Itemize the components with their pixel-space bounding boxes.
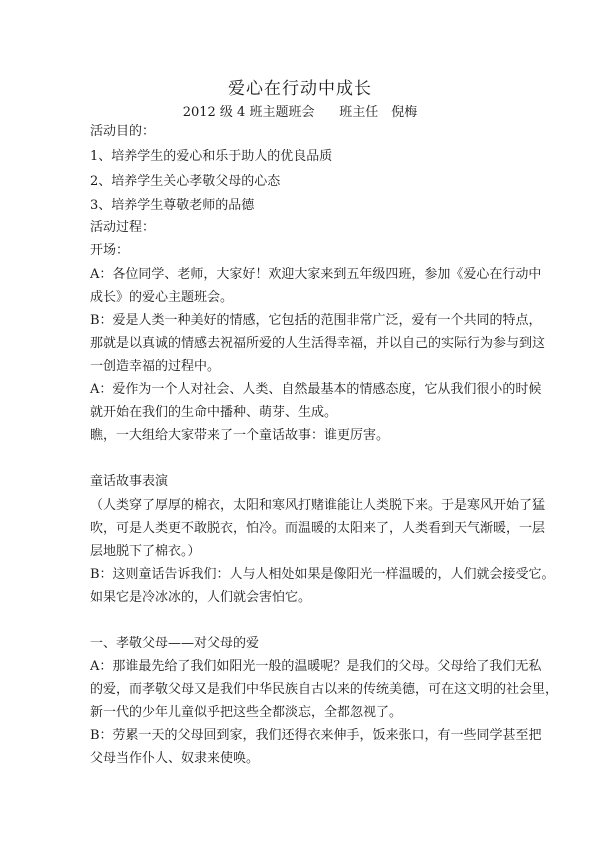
paragraph-line: 新一代的少年儿童似乎把这些全都淡忘，全都忽视了。 [90, 705, 403, 720]
paragraph-line: 吹，可是人类更不敢脱衣，怕冷。而温暖的太阳来了，人类看到天气渐暖，一层 [90, 521, 546, 536]
paragraph-line: 2、培养学生关心孝敬父母的心态 [90, 174, 281, 189]
paragraph-line: 如果它是冷冰冰的，人们就会害怕它。 [90, 590, 312, 605]
paragraph-line: 那就是以真诚的情感去祝福所爱的人生活得幸福，并以自己的实际行为参与到这 [90, 336, 546, 351]
document-title: 爱心在行动中成长 [228, 79, 372, 99]
paragraph-line: B：这则童话告诉我们：人与人相处如果是像阳光一样温暖的，人们就会接受它。 [90, 567, 555, 582]
paragraph-line: 3、培养学生尊敬老师的品德 [90, 198, 255, 213]
paragraph-line: 瞧，一大组给大家带来了一个童话故事：谁更厉害。 [90, 428, 390, 443]
paragraph-line: 的爱，而孝敬父母又是我们中华民族自古以来的传统美德，可在这文明的社会里， [90, 682, 559, 697]
paragraph-line: B：劳累一天的父母回到家，我们还得衣来伸手，饭来张口，有一些同学甚至把 [90, 728, 542, 743]
paragraph-line: 1、培养学生的爱心和乐于助人的优良品质 [90, 149, 333, 164]
paragraph-line: 成长》的爱心主题班会。 [90, 290, 234, 305]
document-subtitle [0, 101, 600, 120]
paragraph-line: 就开始在我们的生命中播种、萌芽、生成。 [90, 405, 338, 420]
paragraph-line: 一创造幸福的过程中。 [90, 359, 221, 374]
section-heading: 活动过程： [90, 220, 156, 235]
paragraph-line: B：爱是人类一种美好的情感，它包括的范围非常广泛，爱有一个共同的特点， [90, 313, 542, 328]
section-heading: 一、孝敬父母——对父母的爱 [90, 636, 260, 651]
paragraph-line: 层地脱下了棉衣。） [90, 544, 201, 559]
paragraph-line: A：那谁最先给了我们如阳光一般的温暖呢？是我们的父母。父母给了我们无私 [90, 659, 542, 674]
paragraph-line: A：各位同学、老师，大家好！欢迎大家来到五年级四班，参加《爱心在行动中 [90, 267, 542, 282]
paragraph-line: A：爱作为一个人对社会、人类、自然最基本的情感态度，它从我们很小的时候 [90, 382, 542, 397]
paragraph-line: 父母当作仆人、奴隶来使唤。 [90, 751, 260, 766]
subtitle-class: 2012 级 4 班主题班会 [182, 105, 315, 120]
section-heading: 童话故事表演 [90, 474, 169, 489]
subtitle-teacher: 班主任 倪梅 [339, 105, 418, 120]
paragraph-line: （人类穿了厚厚的棉衣，太阳和寒风打赌谁能让人类脱下来。于是寒风开始了猛 [90, 498, 546, 513]
section-heading: 开场： [90, 243, 130, 258]
section-heading: 活动目的： [90, 124, 156, 139]
